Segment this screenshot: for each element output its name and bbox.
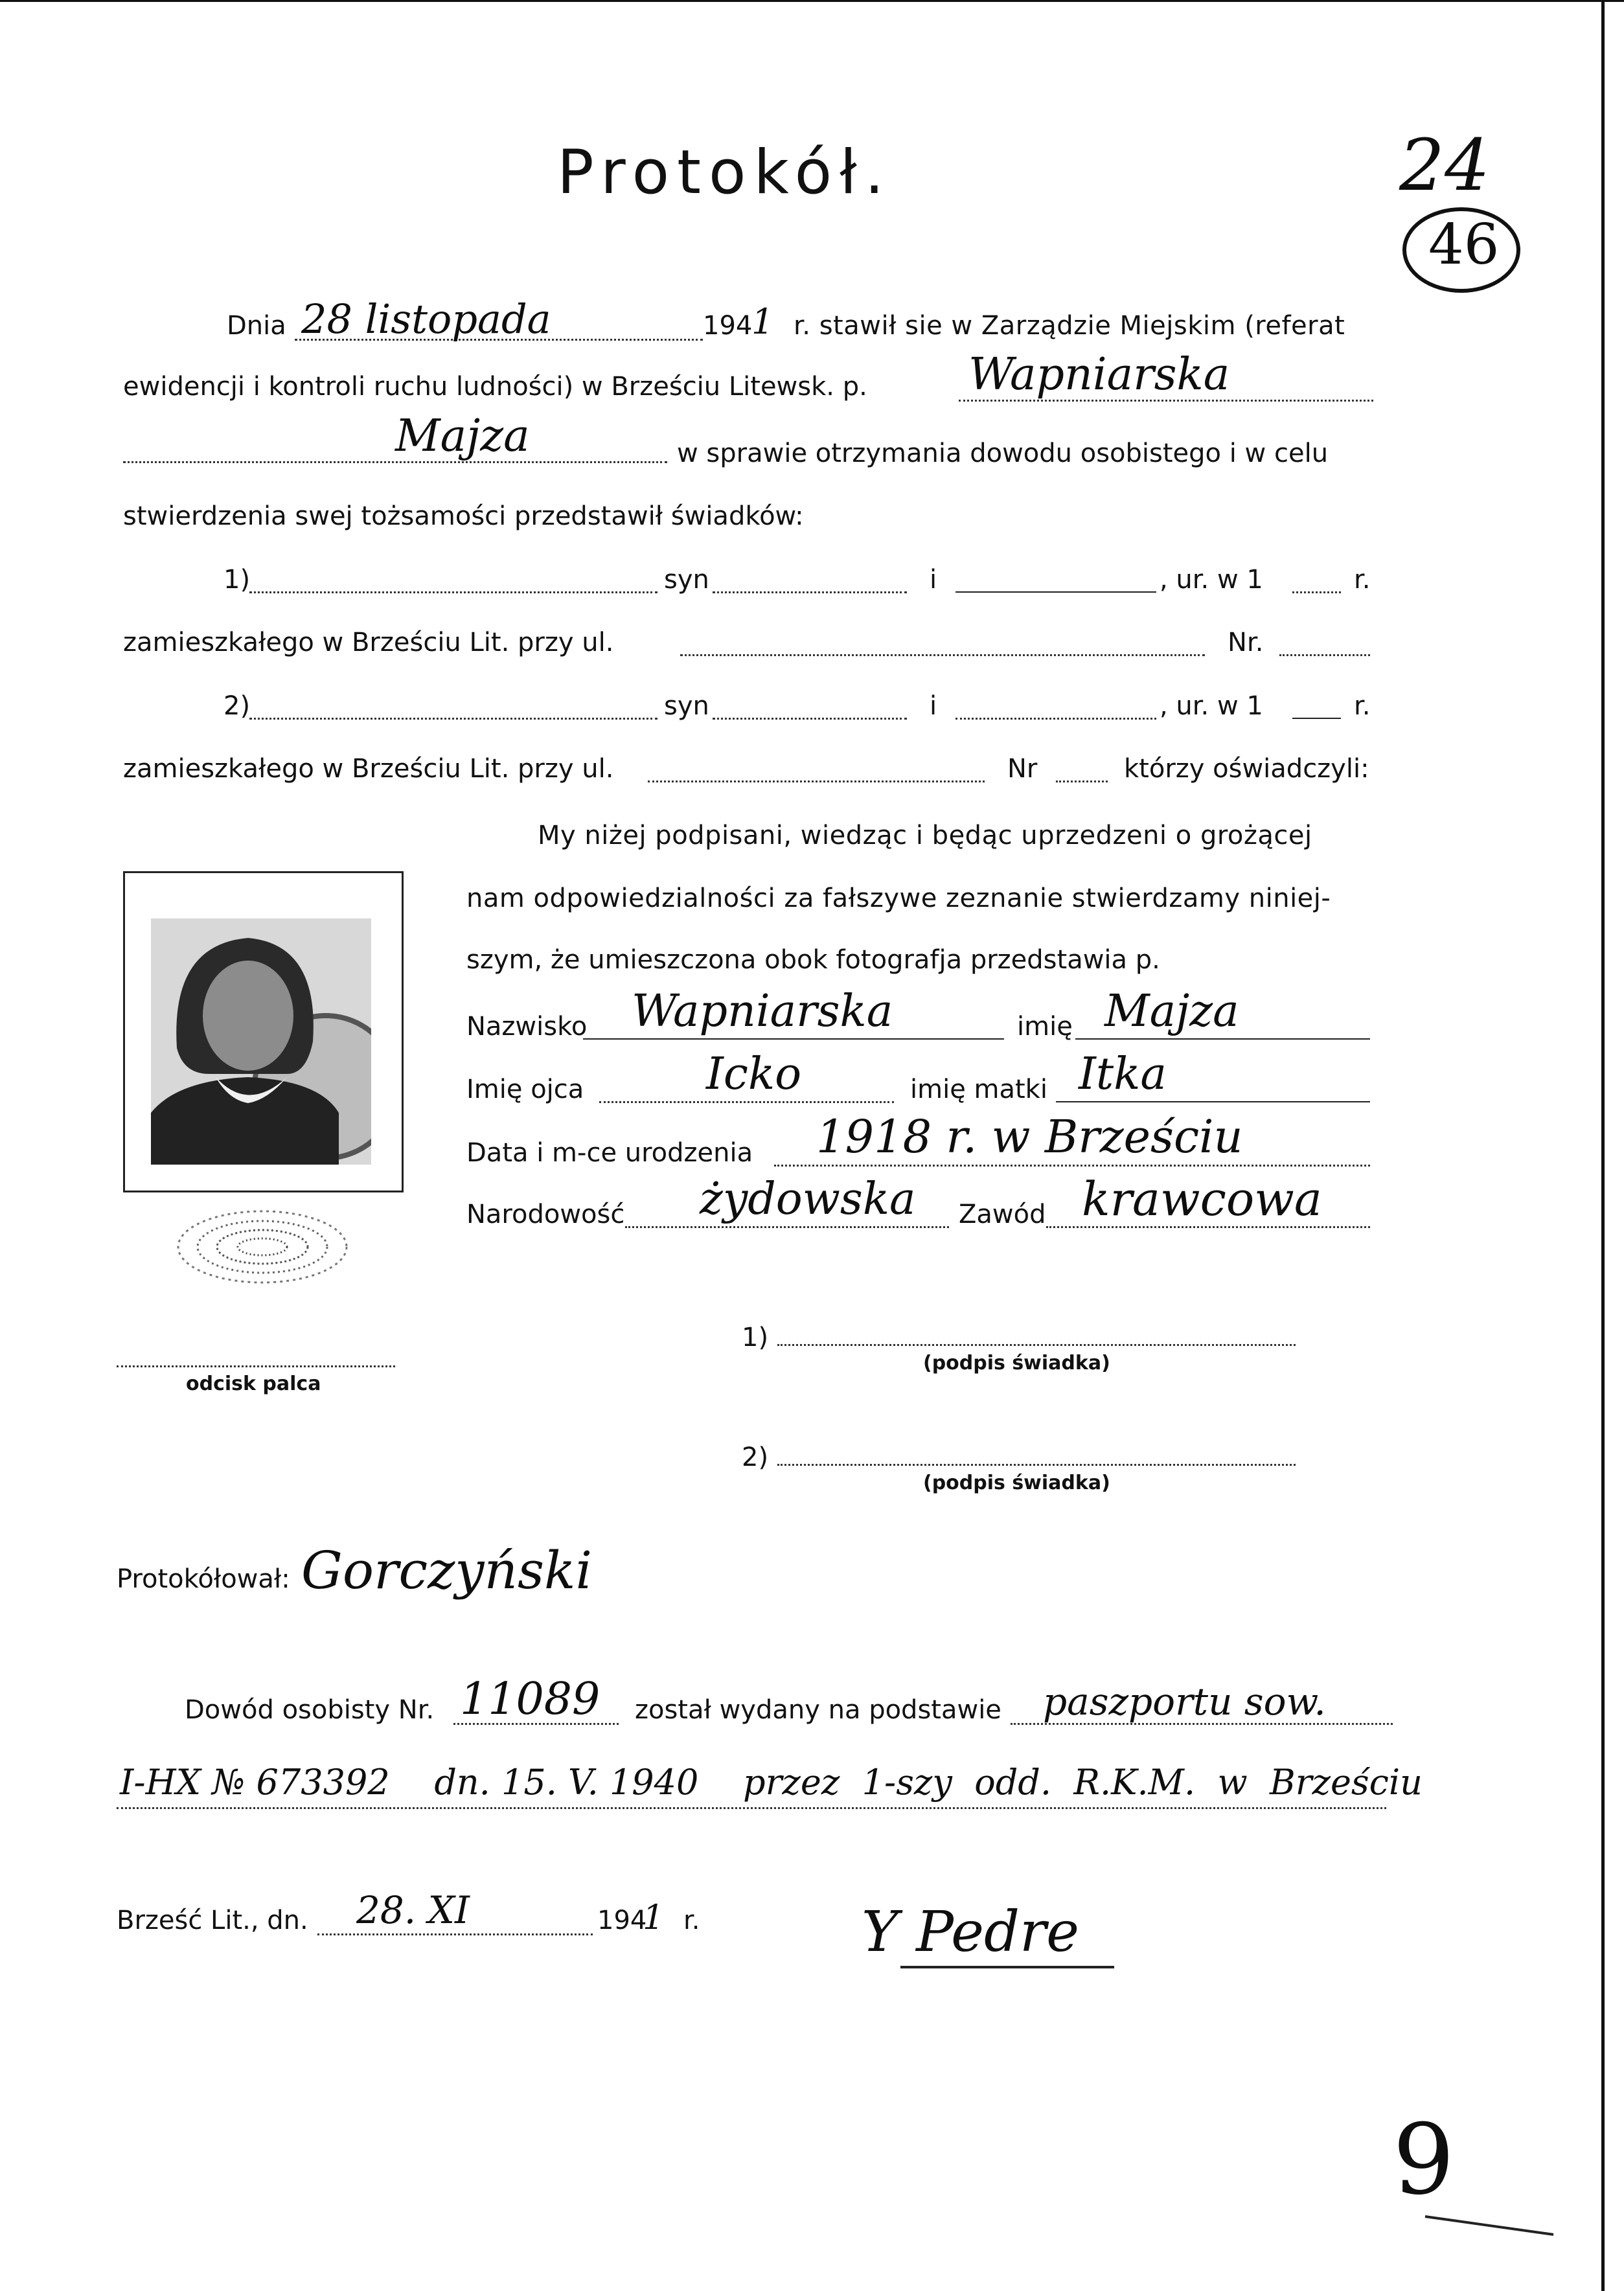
witness1-street-line bbox=[680, 654, 1205, 656]
witness2-nr-line bbox=[1056, 781, 1108, 782]
surname-handwritten: Wapniarska bbox=[632, 986, 893, 1037]
father-label: Imię ojca bbox=[466, 1075, 584, 1104]
official-signature-underline bbox=[900, 1966, 1114, 1968]
date-label: Dnia bbox=[227, 311, 286, 341]
date-handwritten: 28 listopada bbox=[301, 295, 551, 343]
id-photo bbox=[151, 918, 371, 1165]
witness1-year-line bbox=[1292, 591, 1341, 593]
footer-date-line bbox=[317, 1933, 593, 1935]
witness2-born: , ur. w 1 bbox=[1160, 691, 1263, 721]
profession-field-line bbox=[1046, 1226, 1370, 1228]
witness2-number: 2) bbox=[223, 691, 251, 721]
nationality-handwritten: żydowska bbox=[700, 1174, 916, 1225]
protocol-label: Protokółował: bbox=[117, 1564, 290, 1594]
line4-text: stwierdzenia swej tożsamości przedstawił świadków: bbox=[123, 501, 804, 531]
signature2-line bbox=[777, 1464, 1296, 1466]
corner-mark: 9 bbox=[1393, 2104, 1455, 2217]
witness1-mother-line bbox=[955, 591, 1156, 593]
signature1-number: 1) bbox=[742, 1323, 769, 1352]
witness2-street-line bbox=[648, 781, 985, 782]
witness2-r: r. bbox=[1354, 691, 1371, 721]
birth-label: Data i m-ce urodzenia bbox=[466, 1138, 753, 1168]
year-prefix: 194 bbox=[703, 311, 753, 341]
witness2-father-line bbox=[713, 718, 907, 720]
signature2-number: 2) bbox=[742, 1442, 769, 1472]
surname-handwritten-1: Wapniarska bbox=[968, 349, 1230, 400]
fingerprint-caption: odcisk palca bbox=[186, 1373, 321, 1395]
id-number-handwritten: 11089 bbox=[460, 1674, 600, 1725]
witness2-and: i bbox=[930, 691, 937, 721]
witness2-mother-line bbox=[955, 718, 1156, 720]
witness2-name-line bbox=[249, 718, 658, 720]
witness2-resident: zamieszkałego w Brześciu Lit. przy ul. bbox=[123, 754, 614, 784]
witness1-resident: zamieszkałego w Brześciu Lit. przy ul. bbox=[123, 628, 614, 657]
nationality-field-line bbox=[625, 1226, 949, 1228]
witness1-nr: Nr. bbox=[1228, 628, 1264, 657]
surname-field-line bbox=[583, 1038, 1004, 1040]
footer-year-digit: 1 bbox=[643, 1898, 665, 1937]
mother-handwritten: Itka bbox=[1079, 1049, 1167, 1100]
line2-text: ewidencji i kontroli ruchu ludności) w Brześciu Litewsk. p. bbox=[123, 372, 867, 402]
witness2-declared: którzy oświadczyli: bbox=[1124, 754, 1369, 784]
declaration-line-1: My niżej podpisani, wiedząc i będąc uprzedzeni o grożącej bbox=[538, 821, 1312, 850]
father-handwritten: Icko bbox=[706, 1049, 802, 1100]
id-card-text: został wydany na podstawie bbox=[635, 1695, 1001, 1725]
declaration-line-2: nam odpowiedzialności za fałszywe zeznanie stwierdzamy niniej- bbox=[466, 883, 1331, 913]
scan-border-top bbox=[0, 0, 1624, 2]
firstname-handwritten-1: Majza bbox=[395, 411, 530, 462]
mother-label: imię matki bbox=[910, 1075, 1047, 1104]
footer-date-handwritten: 28. XI bbox=[356, 1888, 470, 1932]
year-digit-handwritten: 1 bbox=[751, 301, 774, 342]
footer-place: Brześć Lit., dn. bbox=[117, 1906, 308, 1935]
id-line2-line bbox=[117, 1807, 1386, 1809]
scan-border-right bbox=[1601, 0, 1605, 2291]
birth-handwritten: 1918 r. w Brześciu bbox=[816, 1110, 1243, 1163]
witness1-son-label: syn bbox=[664, 565, 709, 595]
id-basis-handwritten: paszportu sow. bbox=[1043, 1680, 1326, 1724]
document-title: Protokół. bbox=[557, 137, 892, 208]
signature1-line bbox=[777, 1344, 1296, 1346]
firstname-label: imię bbox=[1017, 1012, 1073, 1042]
line1-text: r. stawił sie w Zarządzie Miejskim (referat bbox=[794, 311, 1345, 341]
archive-number: 24 bbox=[1399, 124, 1490, 207]
footer-r: r. bbox=[683, 1906, 700, 1935]
fingerprint-line bbox=[117, 1365, 395, 1367]
signature1-caption: (podpis świadka) bbox=[923, 1352, 1110, 1374]
father-field-line bbox=[599, 1101, 894, 1103]
official-signature: Y Pedre bbox=[862, 1900, 1080, 1965]
witness2-year-line bbox=[1292, 718, 1341, 719]
witness1-number: 1) bbox=[223, 565, 251, 595]
signature2-caption: (podpis świadka) bbox=[923, 1472, 1110, 1494]
witness1-born: , ur. w 1 bbox=[1160, 565, 1263, 595]
witness1-and: i bbox=[930, 565, 937, 595]
firstname-handwritten: Majza bbox=[1104, 986, 1239, 1037]
fingerprint-mark bbox=[172, 1205, 353, 1289]
line3-text: w sprawie otrzymania dowodu osobistego i w celu bbox=[677, 439, 1329, 468]
profession-label: Zawód bbox=[959, 1200, 1046, 1229]
witness1-father-line bbox=[713, 591, 907, 593]
id-photo-frame bbox=[123, 871, 404, 1192]
footer-year-prefix: 194 bbox=[597, 1906, 647, 1935]
declaration-line-3: szym, że umieszczona obok fotografja przedstawia p. bbox=[466, 945, 1160, 975]
witness2-son-label: syn bbox=[664, 691, 709, 721]
firstname-field-line bbox=[1075, 1038, 1370, 1040]
witness1-r: r. bbox=[1354, 565, 1371, 595]
surname-label: Nazwisko bbox=[466, 1012, 588, 1042]
witness2-nr: Nr bbox=[1007, 754, 1038, 784]
witness1-name-line bbox=[249, 591, 658, 593]
witness1-nr-line bbox=[1279, 654, 1370, 656]
birth-field-line bbox=[774, 1165, 1370, 1167]
portrait-image bbox=[151, 918, 371, 1165]
id-card-prefix: Dowód osobisty Nr. bbox=[185, 1695, 435, 1725]
corner-mark-stroke bbox=[1425, 2215, 1554, 2236]
mother-field-line bbox=[1056, 1101, 1370, 1102]
protocol-signature: Gorczyński bbox=[301, 1540, 593, 1601]
archive-number-circled: 46 bbox=[1428, 212, 1500, 277]
id-line2-handwritten: I-HX № 673392 dn. 15. V. 1940 przez 1-szy odd. R.K.M. w Brześciu bbox=[120, 1762, 1423, 1803]
nationality-label: Narodowość bbox=[466, 1200, 625, 1229]
profession-handwritten: krawcowa bbox=[1082, 1172, 1322, 1226]
